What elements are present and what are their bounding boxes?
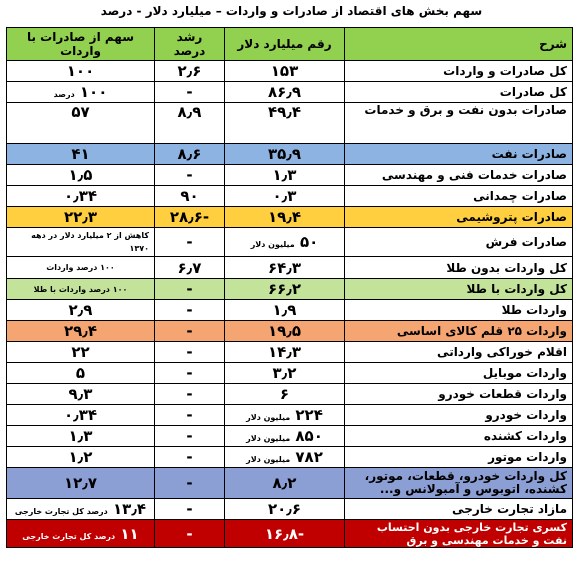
table-row (7, 520, 573, 548)
header-share: سهم از صادرات با واردات (7, 28, 155, 61)
row-share: ۱٫۲ (7, 447, 155, 468)
row-amount (225, 447, 345, 468)
row-growth: ۹۰ (155, 186, 225, 207)
row-share: ۴۱ (7, 144, 155, 165)
row-desc: واردات قطعات خودرو (345, 384, 573, 405)
row-amount (225, 426, 345, 447)
table-row (7, 61, 573, 82)
table-row (7, 363, 573, 384)
row-share: ۵۷ (7, 103, 155, 144)
row-desc: واردات کشنده (345, 426, 573, 447)
table-row (7, 144, 573, 165)
row-share: ۱٫۳ (7, 426, 155, 447)
table-row (7, 103, 573, 144)
row-amount: ۱٫۳ (225, 165, 345, 186)
row-share: ۲۲٫۳ (7, 207, 155, 228)
row-amount: ۶۶٫۲ (225, 279, 345, 300)
row-amount (225, 405, 345, 426)
table-row (7, 499, 573, 520)
row-share: ۱۰۰ درصد واردات (7, 257, 155, 279)
share-note: درصد کل تجارت خارجی (14, 507, 108, 516)
row-share: ۱٫۵ (7, 165, 155, 186)
table-row (7, 257, 573, 279)
row-share: ۱۰۰ (7, 61, 155, 82)
row-growth: -۲۸٫۶ (155, 207, 225, 228)
table-row (7, 228, 573, 257)
table-row (7, 342, 573, 363)
header-growth: رشد درصد (155, 28, 225, 61)
row-desc: اقلام خوراکی وارداتی (345, 342, 573, 363)
row-share (7, 82, 155, 103)
row-growth: - (155, 468, 225, 499)
share-value: ۱۰۰ (79, 83, 108, 101)
row-amount: ۸٫۲ (225, 468, 345, 499)
header-amount: رقم میلیارد دلار (225, 28, 345, 61)
row-share: ۱۲٫۷ (7, 468, 155, 499)
row-desc: صادرات فرش (345, 228, 573, 257)
table-row (7, 279, 573, 300)
amount-value: ۵۰ (299, 233, 319, 251)
share-value: ۱۱ (120, 524, 139, 543)
amount-note: میلیون دلار (246, 413, 291, 422)
row-share: ۰٫۳۴ (7, 186, 155, 207)
row-desc: واردات موتور (345, 447, 573, 468)
row-growth: - (155, 228, 225, 257)
header-row (7, 28, 573, 61)
table-row (7, 186, 573, 207)
table-row (7, 300, 573, 321)
amount-note: میلیون دلار (246, 434, 291, 443)
row-growth: - (155, 520, 225, 548)
row-desc: کل واردات خودرو، قطعات، موتور، کشنده، اتوبوس و آمبولانس و... (345, 468, 573, 499)
row-amount: ۱٫۹ (225, 300, 345, 321)
row-desc: صادرات چمدانی (345, 186, 573, 207)
row-share: ۰٫۳۴ (7, 405, 155, 426)
trade-table (6, 27, 573, 548)
amount-value: ۸۵۰ (295, 427, 323, 445)
row-growth: - (155, 447, 225, 468)
row-desc: واردات ۲۵ قلم کالای اساسی (345, 321, 573, 342)
row-growth: - (155, 342, 225, 363)
row-amount: ۱۵۳ (225, 61, 345, 82)
table-row (7, 405, 573, 426)
row-desc: کل صادرات (345, 82, 573, 103)
share-note: درصد کل تجارت خارجی (22, 531, 116, 541)
row-growth: - (155, 405, 225, 426)
row-share: ۵ (7, 363, 155, 384)
row-desc: واردات خودرو (345, 405, 573, 426)
amount-value: ۷۸۲ (295, 448, 323, 466)
table-row (7, 207, 573, 228)
row-growth: - (155, 165, 225, 186)
row-amount: ۲۰٫۶ (225, 499, 345, 520)
row-desc: صادرات پتروشیمی (345, 207, 573, 228)
row-amount: ۳۵٫۹ (225, 144, 345, 165)
row-desc: کل صادرات و واردات (345, 61, 573, 82)
row-desc: واردات طلا (345, 300, 573, 321)
row-amount: ۶۴٫۳ (225, 257, 345, 279)
row-desc: کسری تجارت خارجی بدون احتساب نفت و خدمات مهندسی و برق (345, 520, 573, 548)
row-amount (225, 228, 345, 257)
share-value: ۱۳٫۴ (113, 500, 147, 518)
row-amount: ۱۴٫۳ (225, 342, 345, 363)
row-amount: ۳٫۲ (225, 363, 345, 384)
row-desc: کل واردات بدون طلا (345, 257, 573, 279)
row-growth: ۸٫۹ (155, 103, 225, 144)
row-amount: ۰٫۳ (225, 186, 345, 207)
row-desc: صادرات خدمات فنی و مهندسی (345, 165, 573, 186)
row-amount: ۴۹٫۴ (225, 103, 345, 144)
amount-value: ۲۲۴ (295, 406, 323, 424)
table-row (7, 82, 573, 103)
amount-note: میلیون دلار (250, 240, 295, 249)
row-growth: - (155, 426, 225, 447)
row-amount: ۶ (225, 384, 345, 405)
row-desc: صادرات بدون نفت و برق و خدمات (345, 103, 573, 144)
table-row (7, 447, 573, 468)
row-growth: - (155, 363, 225, 384)
row-desc: مازاد تجارت خارجی (345, 499, 573, 520)
row-growth: - (155, 499, 225, 520)
row-growth: - (155, 321, 225, 342)
table-row (7, 165, 573, 186)
table-row (7, 384, 573, 405)
row-amount: -۱۶٫۸ (225, 520, 345, 548)
table-row (7, 468, 573, 499)
row-share (7, 520, 155, 548)
table-row (7, 321, 573, 342)
row-growth: ۲٫۶ (155, 61, 225, 82)
row-desc: کل واردات با طلا (345, 279, 573, 300)
page-title: سهم بخش های اقتصاد از صادرات و واردات – میلیارد دلار - درصد (100, 4, 483, 18)
row-share: ۲۹٫۴ (7, 321, 155, 342)
share-note: درصد (53, 90, 75, 99)
row-share (7, 499, 155, 520)
row-share: ۲۲ (7, 342, 155, 363)
row-share: کاهش از ۲ میلیارد دلار در دهه ۱۳۷۰ (7, 228, 155, 257)
header-desc: شرح (345, 28, 573, 61)
row-growth: - (155, 384, 225, 405)
row-desc: صادرات نفت (345, 144, 573, 165)
row-desc: واردات موبایل (345, 363, 573, 384)
row-growth: - (155, 279, 225, 300)
amount-note: میلیون دلار (246, 455, 291, 464)
row-growth: - (155, 82, 225, 103)
row-share: ۱۰۰ درصد واردات با طلا (7, 279, 155, 300)
row-amount: ۱۹٫۵ (225, 321, 345, 342)
table-row (7, 426, 573, 447)
row-growth: - (155, 300, 225, 321)
row-growth: ۸٫۶ (155, 144, 225, 165)
row-share: ۹٫۳ (7, 384, 155, 405)
row-growth: ۶٫۷ (155, 257, 225, 279)
row-share: ۲٫۹ (7, 300, 155, 321)
row-amount: ۸۶٫۹ (225, 82, 345, 103)
row-amount: ۱۹٫۴ (225, 207, 345, 228)
